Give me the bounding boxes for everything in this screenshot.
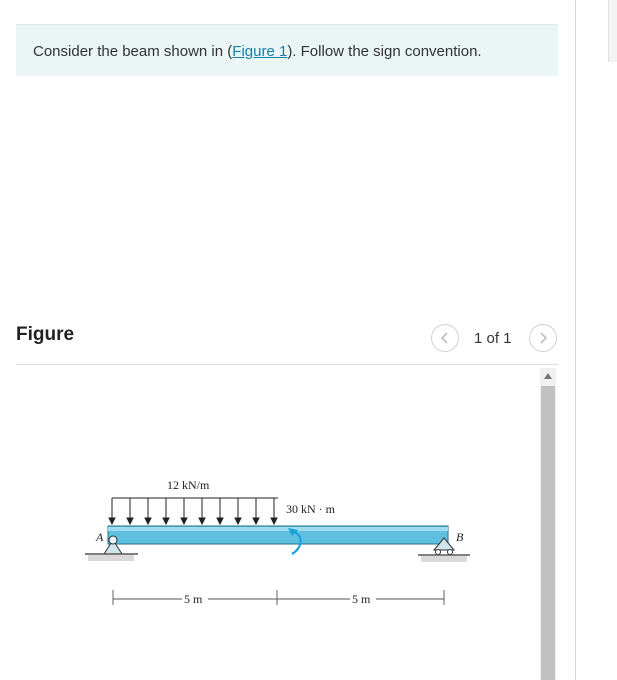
question-text-start: Consider the beam shown in ( xyxy=(33,43,233,60)
figure-pager-count: 1 of 1 xyxy=(474,330,512,347)
question-prompt xyxy=(16,24,558,76)
chevron-right-icon xyxy=(538,331,548,345)
beam-figure xyxy=(80,470,480,615)
distributed-load-arrows xyxy=(109,498,277,524)
pane-divider xyxy=(575,0,576,680)
dimension-lines xyxy=(113,590,444,605)
figure-link[interactable]: Figure 1 xyxy=(232,43,288,60)
support-b-label: B xyxy=(456,530,464,544)
moment-label: 30 kN · m xyxy=(286,502,335,516)
load-label: 12 kN/m xyxy=(167,478,210,492)
figure-header-divider xyxy=(16,364,558,365)
previous-figure-button[interactable] xyxy=(431,324,459,352)
span-right-label: 5 m xyxy=(352,592,371,606)
question-text xyxy=(33,43,482,60)
next-figure-button[interactable] xyxy=(529,324,557,352)
question-text-end: ). Follow the sign convention. xyxy=(287,43,482,60)
chevron-left-icon xyxy=(440,331,450,345)
support-a-label: A xyxy=(96,530,104,544)
right-pane-edge xyxy=(608,0,617,62)
scroll-up-arrow-icon[interactable] xyxy=(540,368,556,384)
figure-scrollbar-thumb[interactable] xyxy=(541,386,555,680)
span-left-label: 5 m xyxy=(184,592,203,606)
figure-title: Figure xyxy=(16,324,75,345)
beam-highlight xyxy=(108,527,448,531)
